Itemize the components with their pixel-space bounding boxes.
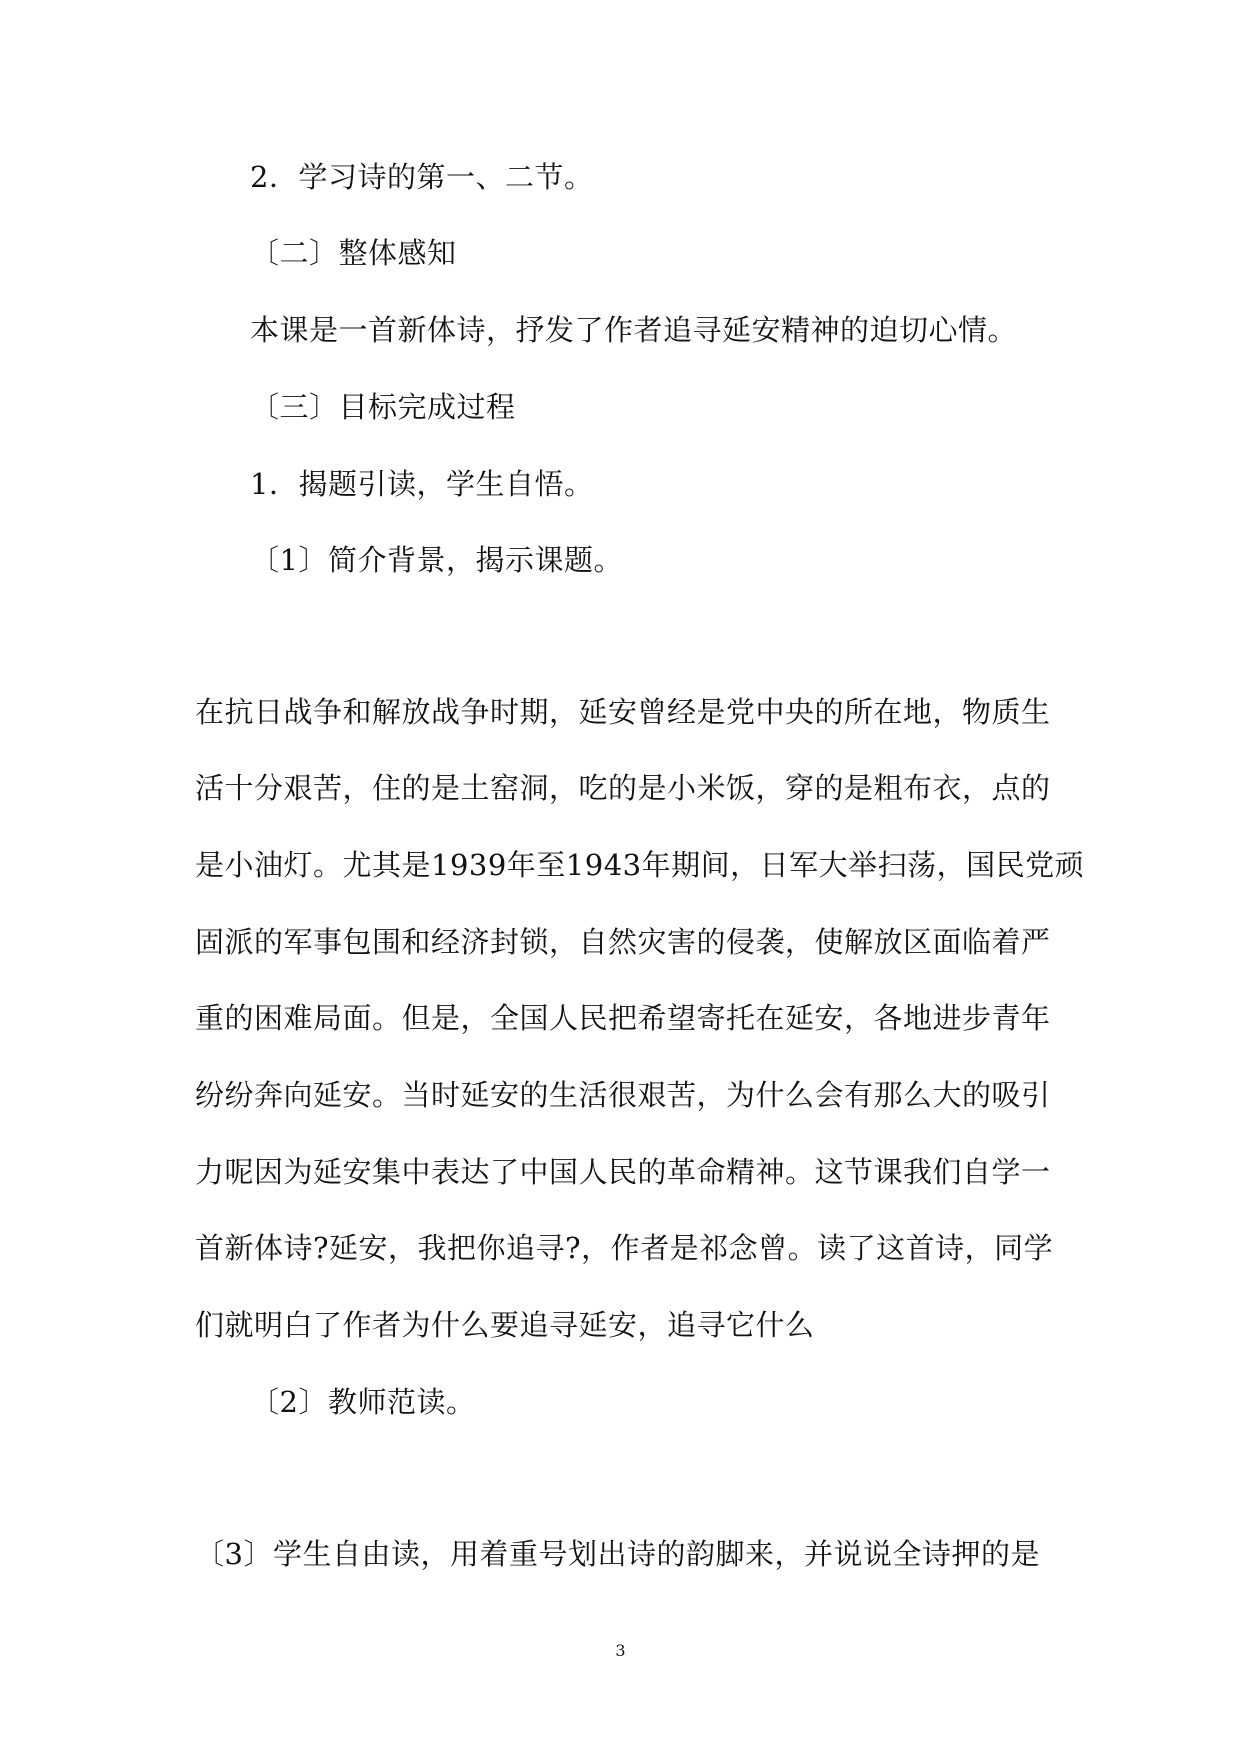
paragraph-background-line-6: 纷纷奔向延安。当时延安的生活很艰苦，为什么会有那么大的吸引 — [195, 1078, 1051, 1112]
paragraph-overview: 本课是一首新体诗，抒发了作者追寻延安精神的迫切心情。 — [250, 313, 1018, 347]
paragraph-background-line-4: 固派的军事包围和经济封锁，自然灾害的侵袭，使解放区面临着严 — [195, 925, 1051, 959]
paragraph-background-line-3: 是小油灯。尤其是1939年至1943年期间，日军大举扫荡，国民党顽 — [195, 848, 1085, 882]
subheading-background: 〔1〕简介背景，揭示课题。 — [250, 543, 623, 577]
paragraph-background-line-7: 力呢因为延安集中表达了中国人民的革命精神。这节课我们自学一 — [195, 1155, 1051, 1189]
paragraph-background-line-1: 在抗日战争和解放战争时期，延安曾经是党中央的所在地，物质生 — [195, 695, 1051, 729]
paragraph-background-line-5: 重的困难局面。但是，全国人民把希望寄托在延安，各地进步青年 — [195, 1001, 1051, 1035]
subheading-teacher-reading: 〔2〕教师范读。 — [250, 1385, 476, 1419]
section-heading-goal-process: 〔三〕目标完成过程 — [250, 390, 516, 424]
paragraph-background-line-9: 们就明白了作者为什么要追寻延安，追寻它什么 — [195, 1308, 815, 1342]
page-number: 3 — [615, 1641, 626, 1660]
subheading-title-intro: 1．揭题引读，学生自悟。 — [250, 467, 594, 501]
paragraph-background-line-8: 首新体诗?延安，我把你追寻?，作者是祁念曾。读了这首诗，同学 — [195, 1231, 1054, 1265]
section-heading-study-stanzas: 2．学习诗的第一、二节。 — [250, 160, 594, 194]
section-heading-overall-perception: 〔二〕整体感知 — [250, 236, 457, 270]
subheading-student-reading: 〔3〕学生自由读，用着重号划出诗的韵脚来，并说说全诗押的是 — [195, 1537, 1040, 1571]
paragraph-background-line-2: 活十分艰苦，住的是土窑洞，吃的是小米饭，穿的是粗布衣，点的 — [195, 771, 1051, 805]
